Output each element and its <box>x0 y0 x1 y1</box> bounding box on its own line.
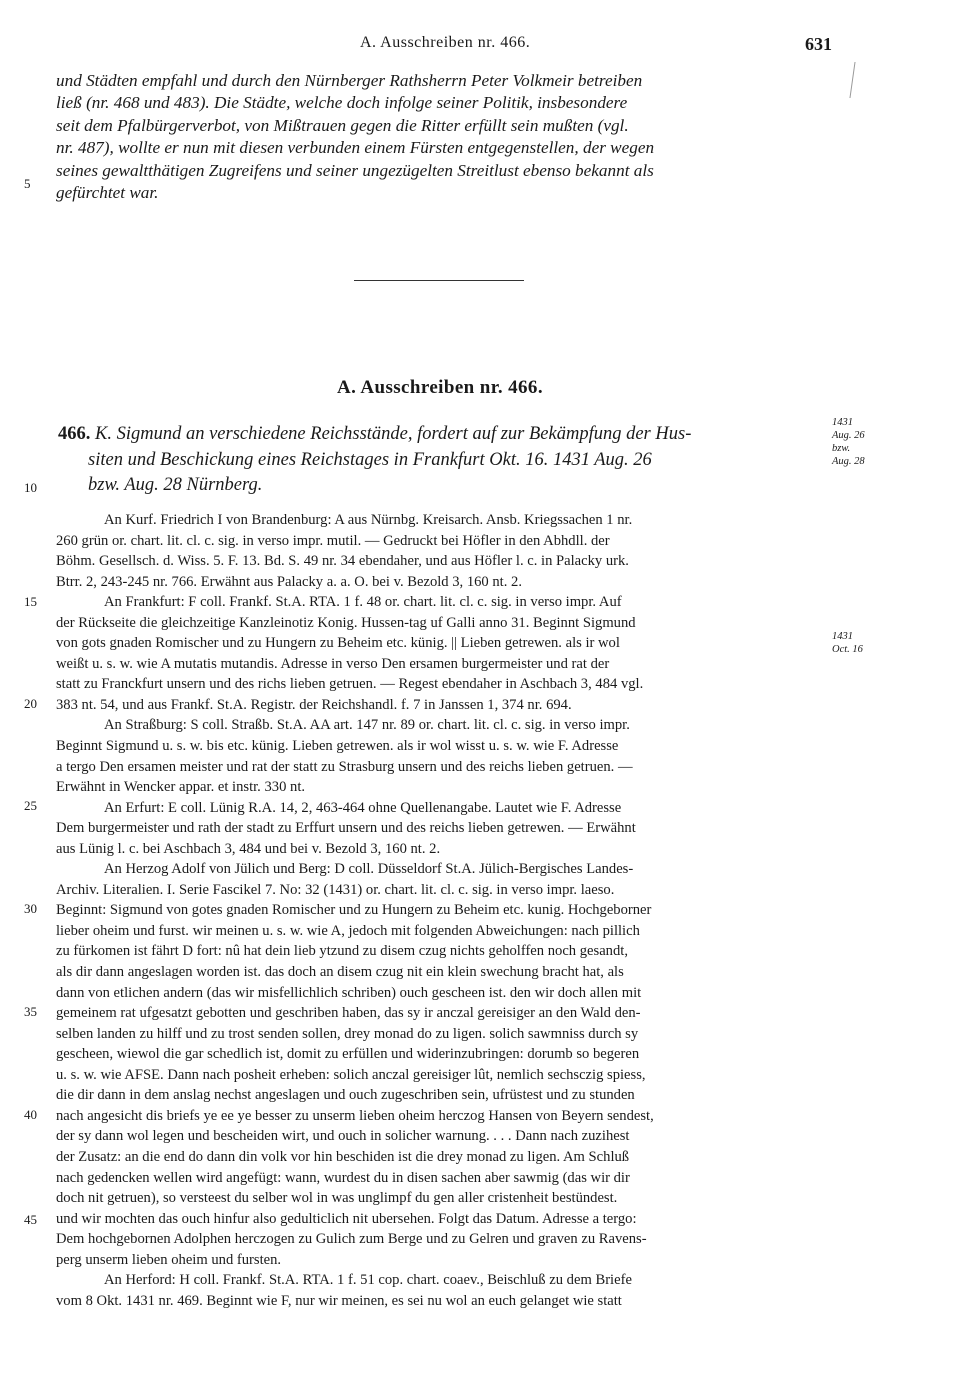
line-number: 30 <box>24 901 37 916</box>
apparatus-line: An Herford: H coll. Frankf. St.A. RTA. 1 f. 51 cop. chart. coaev., Beischluß zu dem Briefe <box>104 1272 632 1289</box>
apparatus-line: weißt u. s. w. wie A mutatis mutandis. Adresse in verso Den ersamen burgermeister und rat der <box>56 655 610 672</box>
margin-note-line: bzw. <box>832 443 851 454</box>
intro-line: und Städten empfahl und durch den Nürnberger Rathsherrn Peter Volkmeir betreiben <box>56 71 643 90</box>
apparatus-line: lieber oheim und furst. wir meinen u. s. w. wie A, jedoch mit folgenden Abweichungen: nach pillich <box>56 922 640 939</box>
line-number: 40 <box>24 1107 37 1122</box>
intro-line: ließ (nr. 468 und 483). Die Städte, welche doch infolge seiner Politik, insbesondere <box>56 93 628 113</box>
margin-note-line: 1431 <box>832 631 853 642</box>
apparatus-line: gescheen, wiewol die gar schedlich ist, domit zu erfüllen und widerinzubringen: dorumb so begeren <box>56 1046 640 1063</box>
apparatus-line: Beginnt Sigmund u. s. w. bis etc. künig. Lieben getrewen. als ir wol wisst u. s. w. wie F. Adresse <box>56 738 619 755</box>
apparatus-line: Dem burgermeister und rath der stadt zu Erffurt unsern und des reichs lieben getrewen. — Erwähnt <box>56 820 636 837</box>
apparatus-line: nach gedencken wellen wird angefügt: wann, wurdest du in disen sachen aber sawmig (das wir dir <box>56 1169 630 1186</box>
edge-mark <box>849 62 861 98</box>
apparatus-line: An Frankfurt: F coll. Frankf. St.A. RTA. 1 f. 48 or. chart. lit. cl. c. sig. in verso impr. Auf <box>104 594 622 611</box>
apparatus-line: zu fürkomen ist fährt D fort: nû hat dein lieb ytzund zu disem czug nichts geholffen noch gesandt, <box>56 943 628 960</box>
apparatus-line: Erwähnt in Wencker appar. et instr. 330 nt. <box>56 779 306 796</box>
apparatus-line: dann von etlichen andern (das wir misfellichlich schriben) ouch gescheen ist. den wir doch allen mit <box>56 984 642 1001</box>
apparatus-line: statt zu Franckfurt unsern und des richs lieben getruen. — Regest ebendaher in Aschbach 3, 484 vgl. <box>56 676 644 693</box>
apparatus-line: An Straßburg: S coll. Straßb. St.A. AA art. 147 nr. 89 or. chart. lit. cl. c. sig. in verso impr. <box>104 717 630 734</box>
apparatus-line: der Rückseite die gleichzeitige Kanzleinotiz Konig. Hussen-tag uf Galli anno 31. Beginnt Sigmund <box>56 614 636 631</box>
apparatus-line: Beginnt: Sigmund von gotes gnaden Romischer und zu Hungern zu Beheim etc. kunig. Hochgeborner <box>56 902 652 919</box>
entry-heading <box>58 422 828 499</box>
line-number: 35 <box>24 1004 37 1019</box>
margin-note-line: Oct. 16 <box>832 644 863 655</box>
apparatus-line: Böhm. Gesellsch. d. Wiss. 5. F. 13. Bd. S. 49 nr. 34 ebendaher, und aus Höfler l. c. in Palacky urk. <box>56 553 629 570</box>
apparatus-line: als dir dann angeslagen worden ist. das doch an disem czug nit ein klein swechung bracht hat, als <box>56 964 624 981</box>
entry-number: 466. <box>58 424 91 444</box>
line-number: 45 <box>24 1212 37 1227</box>
line-number: 25 <box>24 798 37 813</box>
intro-line: gefürchtet war. <box>56 182 159 202</box>
entry-heading-line <box>58 422 828 448</box>
apparatus-line: Dem hochgebornen Adolphen herczogen zu Gulich zum Berge und zu Gelren und graven zu Ravens- <box>56 1231 647 1248</box>
apparatus-line: der sy dann wol legen und bescheiden wirt, und ouch in solicher warnung. . . . Dann nach zuzihest <box>56 1128 630 1145</box>
intro-line: nr. 487), wollte er nun mit diesen verbunden einem Fürsten entgegenstellen, der wegen <box>56 138 655 158</box>
line-number: 20 <box>24 696 37 711</box>
entry-heading-line: siten und Beschickung eines Reichstages in Frankfurt Okt. 16. 1431 Aug. 26 <box>88 449 652 470</box>
apparatus-line: An Kurf. Friedrich I von Brandenburg: A aus Nürnbg. Kreisarch. Ansb. Kriegssachen 1 nr. <box>104 512 633 528</box>
apparatus-text <box>56 510 828 1311</box>
page-number: 631 <box>805 34 832 54</box>
apparatus-line: gemeinem rat ufgesatzt gebotten und geschriben haben, das sy ir anczal gereisiger an den Wald den- <box>56 1005 641 1022</box>
apparatus-line: An Herzog Adolf von Jülich und Berg: D coll. Düsseldorf St.A. Jülich-Bergisches Landes- <box>104 861 634 878</box>
apparatus-line: die dir dann in dem anslag nechst angeslagen und ouch zugeschriben sein, ufrüstest und zu stunden <box>56 1087 635 1104</box>
line-number: 5 <box>24 176 31 191</box>
apparatus-line: 383 nt. 54, und aus Frankf. St.A. Registr. der Reichshandl. f. 7 in Janssen 1, 374 nr. 694. <box>56 696 572 713</box>
section-heading: A. Ausschreiben nr. 466. <box>337 377 543 398</box>
apparatus-line: der Zusatz: an die end do dann din volk vor hin beschiden ist die drey monad zu ligen. Am Schluß <box>56 1148 630 1165</box>
apparatus-line: doch nit getruen), so versteest du selber wol in was unglimpf du gen aller cristenheit bestündest. <box>56 1190 618 1207</box>
section-divider <box>354 280 524 281</box>
line-number: 15 <box>24 594 37 609</box>
margin-date-note <box>832 416 892 468</box>
apparatus-line: nach angesicht dis briefs ye ee ye besser zu unserm lieben oheim herczog Hansen von Beyern sendest, <box>56 1107 654 1124</box>
running-head: A. Ausschreiben nr. 466. <box>360 34 531 51</box>
entry-heading-text: K. Sigmund an verschiedene Reichsstände, fordert auf zur Bekämpfung der Hus- <box>95 424 692 444</box>
entry-heading-line: bzw. Aug. 28 Nürnberg. <box>88 475 263 495</box>
line-number: 10 <box>24 480 37 495</box>
apparatus-line: Btrr. 2, 243-245 nr. 766. Erwähnt aus Palacky a. a. O. bei v. Bezold 3, 160 nt. 2. <box>56 573 522 590</box>
margin-note-line: Aug. 26 <box>832 430 865 441</box>
apparatus-line: von gots gnaden Romischer und zu Hungern zu Beheim etc. künig. || Lieben getrewen. als ir wol <box>56 635 620 652</box>
apparatus-line: 260 grün or. chart. lit. cl. c. sig. in verso impr. mutil. — Gedruckt bei Höfler in den Abhdll. der <box>56 532 610 549</box>
apparatus-line: vom 8 Okt. 1431 nr. 469. Beginnt wie F, nur wir meinen, es sei nu wol an euch gelanget wie statt <box>56 1292 622 1309</box>
intro-line: seit dem Pfalbürgerverbot, von Mißtrauen gegen die Ritter erfüllt sein mußten (vgl. <box>56 115 629 135</box>
apparatus-line: An Erfurt: E coll. Lünig R.A. 14, 2, 463-464 ohne Quellenangabe. Lautet wie F. Adresse <box>104 799 622 816</box>
margin-note-line: 1431 <box>832 417 853 428</box>
intro-paragraph <box>56 70 828 204</box>
margin-date-note <box>832 630 892 656</box>
apparatus-line: u. s. w. wie AFSE. Dann nach posheit erheben: solich anczal gereisiger lût, nemlich sechsczig spiess, <box>56 1066 646 1083</box>
apparatus-line: a tergo Den ersamen meister und rat der statt zu Strasburg unsern und des reichs lieben getruen. — <box>56 758 633 775</box>
apparatus-line: aus Lünig l. c. bei Aschbach 3, 484 und bei v. Bezold 3, 160 nt. 2. <box>56 840 441 857</box>
apparatus-line: und wir mochten das ouch hinfur also gedulticlich nit ubersehen. Folgt das Datum. Adresse a tergo: <box>56 1210 637 1227</box>
intro-line: seines gewaltthätigen Zugreifens und seiner ungezügelten Streitlust ebenso bekannt als <box>56 160 654 180</box>
margin-note-line: Aug. 28 <box>832 456 865 467</box>
apparatus-line: selben landen zu hilff und zu trost senden sollen, drey monad do zu ligen. solich sawmniss durch sy <box>56 1025 639 1042</box>
apparatus-line: Archiv. Literalien. I. Serie Fascikel 7. No: 32 (1431) or. chart. lit. cl. c. sig. in verso impr. laeso. <box>56 881 615 898</box>
apparatus-line: perg unserm lieben oheim und fursten. <box>56 1251 282 1268</box>
